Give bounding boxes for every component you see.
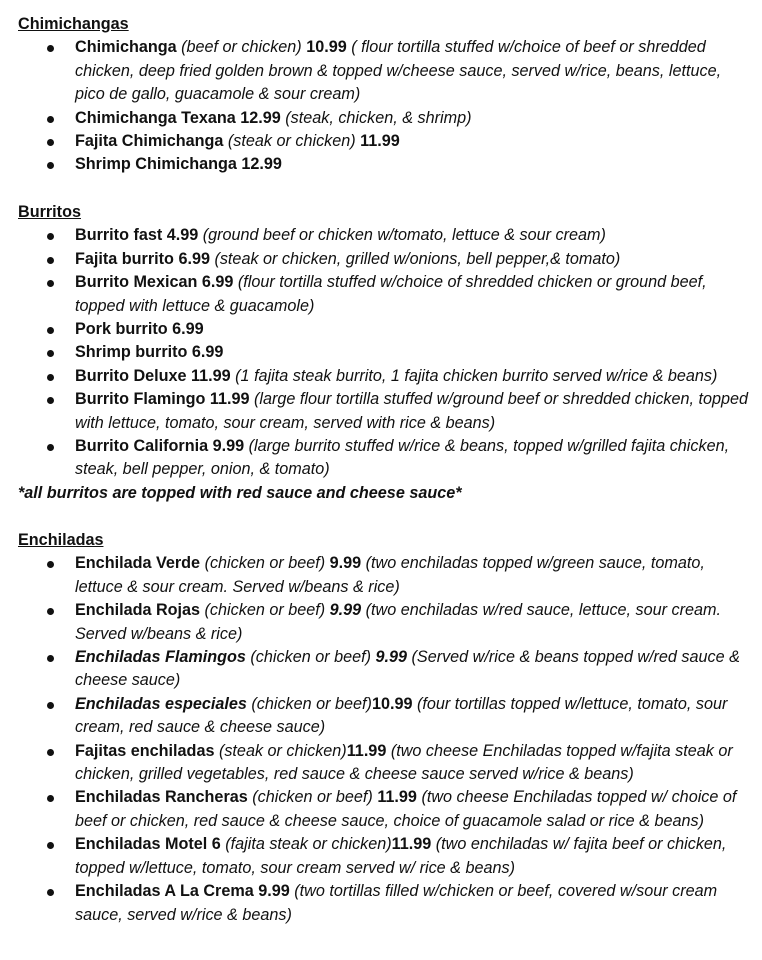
item-name: Chimichanga	[75, 38, 177, 57]
bullet-icon	[47, 397, 54, 404]
item-price: 6.99	[178, 249, 210, 268]
item-description: ( flour tortilla stuffed w/choice of beef or shredded chicken, deep fried golden brown & topped w/cheese sauce, served w/rice, beans, lettuce, pico de gallo, guacamole & sour cream)	[75, 38, 722, 104]
burritos-list	[18, 224, 750, 481]
chimichangas-list	[18, 36, 750, 176]
item-price: 11.99	[346, 741, 387, 760]
item-description: (1 fajita steak burrito, 1 fajita chicken burrito served w/rice & beans)	[235, 366, 718, 385]
item-price: 4.99	[166, 226, 199, 245]
item-description: (large flour tortilla stuffed w/ground beef or shredded chicken, topped with lettuce, tomato, sour cream, served with rice & beans)	[75, 390, 749, 432]
item-option: (fajita steak or chicken)	[225, 835, 392, 854]
bullet-icon	[47, 116, 54, 123]
item-description: (two enchiladas w/red sauce, lettuce, sour cream. Served w/beans & rice)	[75, 601, 722, 643]
menu-item	[18, 599, 750, 646]
item-name: Enchiladas Flamingos	[75, 648, 246, 667]
bullet-icon	[47, 561, 54, 568]
item-name: Burrito Mexican	[75, 273, 198, 292]
bullet-icon	[47, 444, 54, 451]
item-name: Enchilada Verde	[75, 554, 201, 573]
section-heading-chimichangas: Chimichangas	[18, 15, 129, 33]
item-price: 10.99	[306, 38, 347, 57]
item-option: (chicken or beef)	[252, 788, 373, 807]
bullet-icon	[47, 233, 54, 240]
item-name: Fajitas enchiladas	[75, 741, 215, 760]
item-name: Burrito Flamingo	[75, 390, 206, 409]
item-description: (four tortillas topped w/lettuce, tomato, sour cream, red sauce & cheese sauce)	[75, 694, 728, 737]
item-price: 11.99	[191, 366, 231, 385]
item-price: 9.99	[329, 601, 362, 620]
item-name: Shrimp burrito	[75, 343, 188, 362]
menu-item	[18, 130, 750, 153]
menu-item	[18, 693, 750, 740]
bullet-icon	[47, 889, 54, 896]
item-name: Shrimp Chimichanga	[75, 155, 237, 174]
menu-item	[18, 271, 750, 318]
item-description: (two cheese Enchiladas topped w/ choice of beef or chicken, red sauce & cheese sauce, choice of guacamole salad or rice & beans)	[75, 788, 737, 830]
menu-item	[18, 786, 750, 833]
item-name: Burrito fast	[75, 226, 163, 245]
item-name: Burrito California	[75, 437, 209, 456]
item-name: Fajita burrito	[75, 249, 174, 268]
bullet-icon	[47, 795, 54, 802]
menu-item	[18, 107, 750, 130]
bullet-icon	[47, 608, 54, 615]
bullet-icon	[47, 350, 54, 357]
item-description: (Served w/rice & beans topped w/red sauce & cheese sauce)	[75, 648, 740, 690]
item-price: 10.99	[371, 694, 413, 713]
item-description: (two enchiladas w/ fajita beef or chicken, topped w/lettuce, tomato, sour cream served w/ rice & beans)	[75, 835, 727, 877]
menu-item	[18, 552, 750, 599]
item-price: 6.99	[191, 343, 224, 362]
menu-item	[18, 740, 750, 787]
burritos-note: *all burritos are topped with red sauce and cheese sauce*	[18, 483, 462, 502]
bullet-icon	[47, 374, 54, 381]
item-description: (two tortillas filled w/chicken or beef, covered w/sour cream sauce, served w/rice & beans)	[75, 882, 718, 924]
enchiladas-list	[18, 552, 750, 927]
bullet-icon	[47, 842, 54, 849]
item-description: (two enchiladas topped w/green sauce, tomato, lettuce & sour cream. Served w/beans & rice)	[75, 554, 705, 596]
item-price: 6.99	[201, 273, 234, 292]
item-option: (chicken or beef)	[251, 694, 372, 713]
item-option: (chicken or beef)	[204, 601, 326, 620]
item-price: 11.99	[209, 390, 250, 409]
section-heading-enchiladas: Enchiladas	[18, 531, 104, 549]
menu-item	[18, 248, 750, 271]
menu-item	[18, 365, 750, 388]
menu-item	[18, 880, 750, 927]
menu-item	[18, 435, 750, 482]
item-name: Burrito Deluxe	[75, 366, 187, 385]
item-name: Enchiladas Rancheras	[75, 788, 248, 807]
item-price: 12.99	[241, 155, 282, 174]
bullet-icon	[47, 45, 54, 52]
item-name: Enchiladas Motel 6	[75, 835, 221, 854]
enchiladas-section	[18, 529, 750, 927]
section-heading-burritos: Burritos	[18, 203, 81, 221]
chimichangas-section	[18, 13, 750, 177]
item-option: (steak or chicken)	[227, 132, 356, 151]
item-option: (steak or chicken)	[218, 741, 347, 760]
burritos-section	[18, 201, 750, 505]
item-price: 9.99	[258, 882, 290, 901]
bullet-icon	[47, 749, 54, 756]
item-price: 9.99	[375, 648, 407, 667]
item-description: (two cheese Enchiladas topped w/fajita steak or chicken, grilled vegetables, red sauce & cheese sauce served w/rice & beans)	[75, 741, 733, 784]
item-description: (steak or chicken, grilled w/onions, bell pepper,& tomato)	[214, 249, 621, 268]
item-price: 11.99	[377, 788, 417, 807]
menu-item	[18, 224, 750, 247]
menu-item	[18, 36, 750, 106]
menu-item	[18, 318, 750, 341]
bullet-icon	[47, 162, 54, 169]
item-name: Enchiladas A La Crema	[75, 882, 254, 901]
item-name: Enchiladas especiales	[75, 694, 247, 713]
item-option: (beef or chicken)	[181, 38, 302, 57]
item-price: 12.99	[240, 108, 281, 127]
item-name: Fajita Chimichanga	[75, 132, 224, 151]
item-name: Pork burrito	[75, 320, 168, 339]
item-description: (large burrito stuffed w/rice & beans, topped w/grilled fajita chicken, steak, bell pepper, onion, & tomato)	[75, 437, 730, 479]
bullet-icon	[47, 702, 54, 709]
item-name: Chimichanga Texana	[75, 108, 236, 127]
bullet-icon	[47, 257, 54, 264]
item-price: 6.99	[172, 320, 204, 339]
menu-item	[18, 646, 750, 693]
menu-item	[18, 833, 750, 880]
item-price: 9.99	[212, 437, 245, 456]
item-price: 11.99	[360, 132, 400, 151]
item-option: (chicken or beef)	[204, 554, 326, 573]
menu-item	[18, 388, 750, 435]
item-name: Enchilada Rojas	[75, 601, 201, 620]
item-description: (ground beef or chicken w/tomato, lettuce & sour cream)	[202, 226, 606, 245]
menu-item	[18, 341, 750, 364]
item-option: (chicken or beef)	[250, 648, 371, 667]
bullet-icon	[47, 655, 54, 662]
bullet-icon	[47, 139, 54, 146]
bullet-icon	[47, 280, 54, 287]
item-price: 11.99	[391, 835, 432, 854]
menu-item	[18, 153, 750, 176]
bullet-icon	[47, 327, 54, 334]
item-description: (steak, chicken, & shrimp)	[285, 108, 472, 127]
item-description: (flour tortilla stuffed w/choice of shredded chicken or ground beef, topped with lettuce & guacamole)	[75, 273, 707, 315]
item-price: 9.99	[329, 554, 362, 573]
